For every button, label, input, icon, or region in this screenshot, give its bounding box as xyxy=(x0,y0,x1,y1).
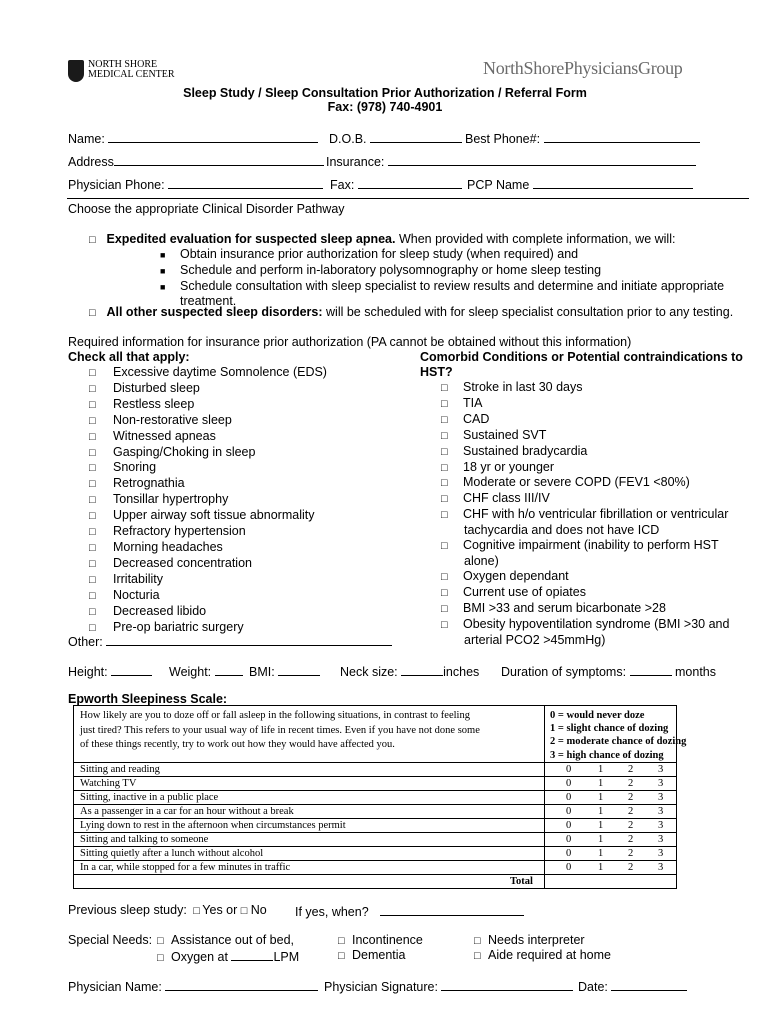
score-option[interactable]: 3 xyxy=(658,862,664,873)
phone-row xyxy=(465,130,700,146)
if-yes-row xyxy=(295,903,524,919)
checkbox-icon[interactable]: □ xyxy=(89,307,96,319)
check-item[interactable] xyxy=(89,429,327,445)
check-item-label: Retrognathia xyxy=(113,476,185,491)
check-item-label: Decreased concentration xyxy=(113,555,252,570)
check-item-label: Morning headaches xyxy=(113,539,223,554)
address-row xyxy=(68,153,324,169)
score-option[interactable]: 2 xyxy=(628,806,634,817)
other-disorders-option[interactable] xyxy=(89,305,733,319)
comorbid-item[interactable] xyxy=(441,475,729,491)
score-option[interactable]: 1 xyxy=(598,848,604,859)
height-input[interactable] xyxy=(111,663,152,676)
score-option[interactable]: 2 xyxy=(628,778,634,789)
dob-row xyxy=(329,130,462,146)
checkbox-icon[interactable]: □ xyxy=(441,429,448,442)
checkbox-icon[interactable]: □ xyxy=(89,367,96,379)
comorbid-heading-2: HST? xyxy=(420,365,453,379)
score-option[interactable]: 1 xyxy=(598,820,604,831)
score-option[interactable]: 0 xyxy=(566,834,572,845)
previous-study-label: Previous sleep study: xyxy=(68,903,187,917)
insurance-input[interactable] xyxy=(388,153,696,166)
comorbid-item-cont: arterial PCO2 >45mmHg) xyxy=(464,632,606,647)
situation-label: Sitting quietly after a lunch without alcohol xyxy=(80,848,264,859)
address-input[interactable] xyxy=(114,153,324,166)
physician-signature-input[interactable] xyxy=(441,978,573,991)
checkbox-icon[interactable]: □ xyxy=(441,602,448,615)
total-label: Total xyxy=(510,876,533,887)
yes-checkbox[interactable]: □ xyxy=(193,905,200,917)
situation-label: Sitting, inactive in a public place xyxy=(80,792,219,803)
score-option[interactable]: 2 xyxy=(628,848,634,859)
checkbox-icon[interactable]: □ xyxy=(89,557,96,570)
check-item-label: Tonsillar hypertrophy xyxy=(113,492,229,507)
score-option[interactable]: 3 xyxy=(658,834,664,845)
total-row xyxy=(74,874,676,890)
physician-phone-row xyxy=(68,176,323,192)
epworth-table xyxy=(73,705,687,889)
bullet-list xyxy=(160,247,724,309)
score-option[interactable]: 3 xyxy=(658,806,664,817)
comorbid-list xyxy=(441,380,729,647)
interpreter-option[interactable]: □ Needs interpreter xyxy=(474,933,585,947)
comorbid-heading-1: Comorbid Conditions or Potential contraindications to xyxy=(420,350,743,364)
comorbid-item[interactable] xyxy=(441,380,729,396)
score-option[interactable]: 1 xyxy=(598,792,604,803)
comorbid-item[interactable] xyxy=(441,444,729,460)
insurance-row xyxy=(326,153,696,169)
name-row xyxy=(68,130,318,146)
if-yes-label: If yes, when? xyxy=(295,905,369,919)
divider-line xyxy=(67,198,749,199)
comorbid-item-label: CAD xyxy=(463,411,490,426)
address-label: Address xyxy=(68,155,114,169)
logo-left-line2: MEDICAL CENTER xyxy=(88,69,175,80)
check-item-label: Decreased libido xyxy=(113,603,207,618)
check-item-label: Restless sleep xyxy=(113,396,195,411)
checkbox-icon[interactable]: □ xyxy=(474,950,481,962)
oxygen-option[interactable]: □ Oxygen at LPM xyxy=(157,950,300,964)
check-all-list xyxy=(89,365,327,635)
epworth-heading: Epworth Sleepiness Scale: xyxy=(68,692,228,706)
insurance-label: Insurance: xyxy=(326,155,385,169)
neck-input[interactable] xyxy=(401,663,443,676)
checkbox-icon[interactable]: □ xyxy=(441,586,448,599)
situation-label: Lying down to rest in the afternoon when circumstances permit xyxy=(80,820,346,831)
check-item-label: Gasping/Choking in sleep xyxy=(113,444,256,459)
checkbox-icon[interactable]: □ xyxy=(89,621,96,634)
situation-label: Watching TV xyxy=(80,778,137,789)
checkbox-icon[interactable]: □ xyxy=(89,589,96,602)
required-info: Required information for insurance prior authorization (PA cannot be obtained without this information) xyxy=(68,335,632,349)
check-item-label: Irritability xyxy=(113,571,164,586)
comorbid-item-label: Stroke in last 30 days xyxy=(463,380,583,394)
score-option[interactable]: 1 xyxy=(598,834,604,845)
comorbid-item-label: Sustained SVT xyxy=(463,427,547,442)
check-item-label: Nocturia xyxy=(113,587,160,602)
score-option[interactable]: 0 xyxy=(566,848,572,859)
list-item: ■ Schedule and perform in-laboratory polysomnography or home sleep testing xyxy=(160,262,602,277)
checkbox-icon[interactable]: □ xyxy=(89,510,96,523)
physician-name-input[interactable] xyxy=(165,978,318,991)
check-item[interactable] xyxy=(89,476,327,492)
check-item[interactable] xyxy=(89,540,327,556)
fax-number: Fax: (978) 740-4901 xyxy=(327,100,443,114)
physician-signature-row xyxy=(324,978,573,994)
checkbox-icon[interactable]: □ xyxy=(89,382,96,395)
bullet-icon: ■ xyxy=(160,265,166,276)
comorbid-item-label: CHF class III/IV xyxy=(463,491,550,506)
oxygen-input[interactable] xyxy=(231,948,273,961)
incontinence-option[interactable]: □ Incontinence xyxy=(338,933,423,947)
checkbox-icon[interactable]: □ xyxy=(441,570,448,583)
checkbox-icon[interactable]: □ xyxy=(89,605,96,618)
special-needs-label: Special Needs: xyxy=(68,933,153,947)
checkbox-icon[interactable]: □ xyxy=(441,509,448,522)
duration-group xyxy=(501,663,716,679)
other-bold: All other suspected sleep disorders: xyxy=(106,305,323,319)
checkbox-icon[interactable]: □ xyxy=(89,526,96,539)
best-phone-input[interactable] xyxy=(544,130,700,143)
page-title: Sleep Study / Sleep Consultation Prior Authorization / Referral Form xyxy=(183,86,587,100)
date-input[interactable] xyxy=(611,978,687,991)
list-item: ■ Obtain insurance prior authorization for sleep study (when required) and xyxy=(160,247,579,261)
score-option[interactable]: 0 xyxy=(566,764,572,775)
score-option[interactable]: 3 xyxy=(658,764,664,775)
neck-group xyxy=(340,663,479,679)
comorbid-item[interactable] xyxy=(441,412,729,428)
check-item-label: Disturbed sleep xyxy=(113,380,200,395)
comorbid-item-label: Moderate or severe COPD (FEV1 <80%) xyxy=(463,475,690,490)
check-item[interactable] xyxy=(89,445,327,461)
checkbox-icon[interactable]: □ xyxy=(441,413,448,426)
checkbox-icon[interactable]: □ xyxy=(89,430,96,443)
dementia-option[interactable]: □ Dementia xyxy=(338,948,406,962)
comorbid-item[interactable] xyxy=(441,491,729,507)
pcp-label: PCP Name xyxy=(467,178,530,192)
other-row xyxy=(68,633,392,649)
score-option[interactable]: 2 xyxy=(628,792,634,803)
comorbid-item[interactable] xyxy=(441,585,729,601)
checkbox-icon[interactable]: □ xyxy=(441,461,448,474)
score-option[interactable]: 3 xyxy=(658,792,664,803)
check-item[interactable] xyxy=(89,397,327,413)
comorbid-item-label: TIA xyxy=(463,395,483,410)
check-item[interactable] xyxy=(89,508,327,524)
bmi-group xyxy=(249,663,320,679)
score-option[interactable]: 1 xyxy=(598,764,604,775)
checkbox-icon[interactable]: □ xyxy=(89,494,96,507)
duration-input[interactable] xyxy=(630,663,672,676)
other-input[interactable] xyxy=(106,633,392,646)
score-option[interactable]: 2 xyxy=(628,834,634,845)
comorbid-item-label: Oxygen dependant xyxy=(463,568,569,583)
checkbox-icon[interactable]: □ xyxy=(89,398,96,411)
comorbid-item[interactable] xyxy=(441,538,729,554)
comorbid-item-label: Cognitive impairment (inability to perform HST xyxy=(463,538,719,553)
check-item-label: Pre-op bariatric surgery xyxy=(113,619,244,634)
comorbid-item-label: Sustained bradycardia xyxy=(463,443,588,458)
comorbid-item[interactable] xyxy=(441,507,729,523)
check-item[interactable] xyxy=(89,572,327,588)
score-option[interactable]: 3 xyxy=(658,778,664,789)
comorbid-item-label: Obesity hypoventilation syndrome (BMI >30 and xyxy=(463,616,730,631)
check-item[interactable] xyxy=(89,556,327,572)
check-item[interactable] xyxy=(89,588,327,604)
fax-label: Fax: xyxy=(330,178,355,192)
checkbox-icon[interactable]: □ xyxy=(338,950,345,962)
previous-study-row xyxy=(68,903,267,917)
name-input[interactable] xyxy=(108,130,318,143)
if-yes-input[interactable] xyxy=(380,903,524,916)
check-item[interactable] xyxy=(89,365,327,381)
best-phone-label: Best Phone#: xyxy=(465,132,541,146)
comorbid-item[interactable] xyxy=(441,569,729,585)
score-option[interactable]: 1 xyxy=(598,862,604,873)
score-option[interactable]: 0 xyxy=(566,806,572,817)
checkbox-icon[interactable]: □ xyxy=(441,397,448,410)
checkbox-icon[interactable]: □ xyxy=(89,446,96,459)
shield-icon xyxy=(68,60,84,82)
checkbox-icon[interactable]: □ xyxy=(157,952,164,964)
bullet-icon: ■ xyxy=(160,281,166,292)
list-item-cont: treatment. xyxy=(180,294,237,309)
physician-phone-input[interactable] xyxy=(168,176,323,189)
assistance-option[interactable]: □ Assistance out of bed, xyxy=(157,933,294,947)
fax-row xyxy=(330,176,462,192)
bmi-input[interactable] xyxy=(278,663,320,676)
bmi-label: BMI: xyxy=(249,665,275,679)
situation-label: In a car, while stopped for a few minutes in traffic xyxy=(80,862,291,873)
list-item: ■ Schedule consultation with sleep specialist to review results and determine and initiate appropriate xyxy=(160,278,725,293)
comorbid-item-label: BMI >33 and serum bicarbonate >28 xyxy=(463,600,666,615)
check-item-label: Refractory hypertension xyxy=(113,524,246,539)
check-item-label: Upper airway soft tissue abnormality xyxy=(113,508,315,523)
weight-input[interactable] xyxy=(215,663,243,676)
pcp-row xyxy=(467,176,693,192)
date-row xyxy=(578,978,687,994)
inches-label: inches xyxy=(443,665,480,679)
pcp-input[interactable] xyxy=(533,176,693,189)
physician-name-label: Physician Name: xyxy=(68,980,162,994)
check-item[interactable] xyxy=(89,413,327,429)
logo-left-line1: NORTH SHORE xyxy=(88,59,158,70)
situation-label: As a passenger in a car for an hour without a break xyxy=(80,806,294,817)
score-option[interactable]: 0 xyxy=(566,792,572,803)
checkbox-icon[interactable]: □ xyxy=(89,414,96,427)
no-checkbox[interactable]: □ xyxy=(240,905,248,917)
checkbox-icon[interactable]: □ xyxy=(89,573,96,586)
epworth-intro: How likely are you to doze off or fall asleep in the following situations, in contrast to feeling just tired? This refers to your usual way of life in recent times. Even if you have not done some of these things recently, try to work out how they would have affected you. xyxy=(80,710,480,750)
check-item[interactable] xyxy=(89,460,327,476)
physician-phone-label: Physician Phone: xyxy=(68,178,165,192)
score-option[interactable]: 2 xyxy=(628,820,634,831)
comorbid-item-label: 18 yr or younger xyxy=(463,459,555,474)
checkbox-icon[interactable]: □ xyxy=(89,478,96,491)
checkbox-icon[interactable]: □ xyxy=(441,382,448,394)
checkbox-icon[interactable]: □ xyxy=(441,477,448,490)
checkbox-icon[interactable]: □ xyxy=(89,541,96,554)
comorbid-item-label: CHF with h/o ventricular fibrillation or ventricular xyxy=(463,507,729,522)
months-label: months xyxy=(675,665,717,679)
name-label: Name: xyxy=(68,132,105,146)
score-option[interactable]: 0 xyxy=(566,778,572,789)
situation-label: Sitting and reading xyxy=(80,764,160,775)
nspg-logo: NorthShorePhysiciansGroup xyxy=(483,58,683,78)
check-item[interactable] xyxy=(89,492,327,508)
comorbid-item-label: Current use of opiates xyxy=(463,584,586,599)
comorbid-item[interactable] xyxy=(441,460,729,476)
score-option[interactable]: 1 xyxy=(598,778,604,789)
situation-label: Sitting and talking to someone xyxy=(80,834,209,845)
comorbid-item[interactable] xyxy=(441,428,729,444)
yes-label: Yes or xyxy=(202,903,238,917)
score-option[interactable]: 0 xyxy=(566,820,572,831)
weight-label: Weight: xyxy=(169,665,212,679)
fax-input[interactable] xyxy=(358,176,462,189)
check-item-label: Non-restorative sleep xyxy=(113,412,232,427)
checkbox-icon[interactable]: □ xyxy=(338,935,345,947)
dob-input[interactable] xyxy=(370,130,462,143)
checkbox-icon[interactable]: □ xyxy=(157,935,164,947)
physician-name-row xyxy=(68,978,318,994)
comorbid-item-cont: alone) xyxy=(464,553,499,568)
checkbox-icon[interactable]: □ xyxy=(474,935,481,947)
height-label: Height: xyxy=(68,665,108,679)
pathway-heading: Choose the appropriate Clinical Disorder Pathway xyxy=(68,202,345,216)
score-option[interactable]: 3 xyxy=(658,820,664,831)
measurements-row xyxy=(68,663,152,679)
other-rest: will be scheduled with for sleep specialist consultation prior to any testing. xyxy=(326,305,734,319)
comorbid-item[interactable] xyxy=(441,601,729,617)
score-option[interactable]: 1 xyxy=(598,806,604,817)
score-option[interactable]: 2 xyxy=(628,862,634,873)
checkbox-icon[interactable]: □ xyxy=(441,540,448,553)
check-item[interactable] xyxy=(89,604,327,620)
score-option[interactable]: 3 xyxy=(658,848,664,859)
checkbox-icon[interactable]: □ xyxy=(89,234,96,246)
check-item[interactable] xyxy=(89,381,327,397)
checkbox-icon[interactable]: □ xyxy=(441,445,448,458)
other-label: Other: xyxy=(68,635,103,649)
no-label: No xyxy=(250,903,267,917)
check-item-label: Witnessed apneas xyxy=(113,428,216,443)
comorbid-item-cont: tachycardia and does not have ICD xyxy=(464,523,660,538)
check-item-label: Excessive daytime Somnolence (EDS) xyxy=(113,365,327,379)
checkbox-icon[interactable]: □ xyxy=(441,618,448,631)
score-option[interactable]: 2 xyxy=(628,764,634,775)
date-label: Date: xyxy=(578,980,608,994)
bullet-icon: ■ xyxy=(160,250,166,260)
comorbid-item[interactable] xyxy=(441,396,729,412)
check-item[interactable] xyxy=(89,524,327,540)
score-option[interactable]: 0 xyxy=(566,862,572,873)
checkbox-icon[interactable]: □ xyxy=(441,493,448,506)
neck-label: Neck size: xyxy=(340,665,398,679)
check-item-label: Snoring xyxy=(113,460,157,475)
check-all-heading: Check all that apply: xyxy=(68,350,190,364)
expedited-rest: When provided with complete information, we will: xyxy=(398,232,676,246)
expedited-bold: Expedited evaluation for suspected sleep apnea. xyxy=(106,232,396,246)
epworth-legend: 0 = would never doze 1 = slight chance of dozing 2 = moderate chance of dozing 3 = high chance of dozing xyxy=(550,710,687,761)
physician-signature-label: Physician Signature: xyxy=(324,980,438,994)
expedited-option[interactable] xyxy=(89,232,675,246)
comorbid-item[interactable] xyxy=(441,617,729,633)
duration-label: Duration of symptoms: xyxy=(501,665,627,679)
weight-group xyxy=(169,663,243,679)
aide-option[interactable]: □ Aide required at home xyxy=(474,948,611,962)
dob-label: D.O.B. xyxy=(329,132,367,146)
checkbox-icon[interactable]: □ xyxy=(89,462,96,475)
